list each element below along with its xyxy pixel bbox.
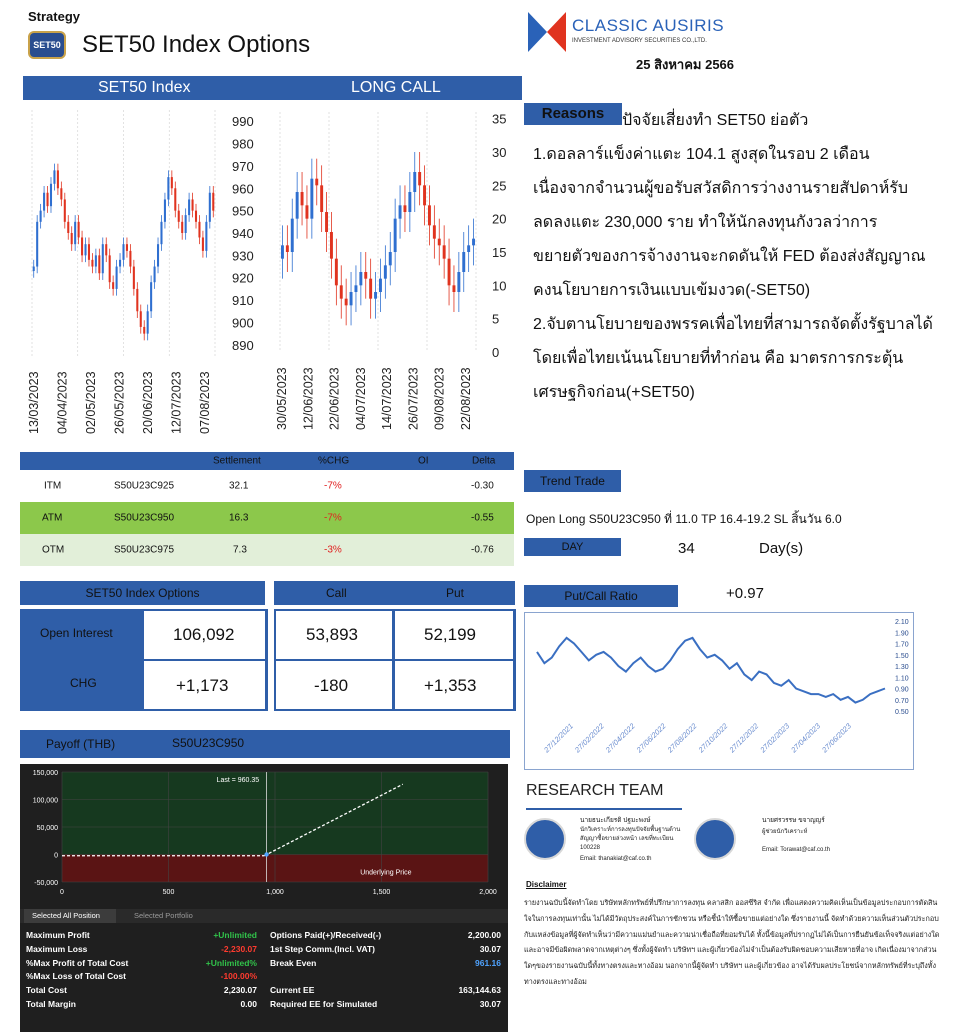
x-tick-label: 14/07/2023	[380, 367, 395, 430]
analyst-2-role: ผู้ช่วยนักวิเคราะห์	[762, 829, 808, 835]
disclaimer-text: รายงานฉบับนี้จัดทำโดย บริษัทหลักทรัพย์ที่ปรึกษาการลงทุน คลาสสิก ออสซีริส จำกัด เพื่อแสดงความคิดเห็นเป็นข้อมูลประกอบการตัดสินใจในการลงทุนเท่านั้น ไม่ได้มีวัตถุประสงค์ในการชักชวน หรือชี้นำให้ซื้อขายแต่อย่างใด ซึ่งรายงานนี้ จัดทำด้วยความเห็นส่วนตัวประกอบกับแหล่งข้อมูลที่ผู้จัดทำเห็นว่ามีความแม่นยำและความน่าเชื่อถือที่ยอมรับได้ ทั้งนี้ข้อมูลที่ปรากฏไม่ได้เป็นการยืนยันข้อเท็จจริงแต่อย่างใดและอาจมีข้อผิดพลาดจากเหตุต่างๆ ซึ่งทั้งผู้จัดทำ บริษัทฯ และผู้เกี่ยวข้องไม่จำเป็นต้องรับผิดชอบความเสียหายที่อาจ เกิดเนื่องมาจากส่วนใดๆของรายงานฉบับนี้ทั้งทางตรงและทางอ้อม นอกจากนี้ผู้จัดทำ บริษัทฯ และผู้เกี่ยวข้อง อาจได้รับผลประโยชน์จากหลักทรัพย์ที่ระบุถึงทั้งทางตรงและทางอ้อม	[524, 898, 940, 986]
candle-body	[345, 299, 348, 306]
set50-candle-chart	[20, 104, 270, 449]
candle-body	[340, 285, 343, 298]
candle-body	[403, 205, 406, 212]
candle-body	[95, 255, 97, 266]
tab-selected-all-label: Selected All Position	[32, 911, 100, 920]
analyst-1-role: นักวิเคราะห์การลงทุนปัจจัยพื้นฐานด้าน	[580, 827, 681, 833]
analyst-2-avatar	[694, 818, 736, 860]
candle-body	[164, 199, 166, 221]
long-call-candle-chart	[270, 104, 522, 449]
candle-body	[472, 239, 475, 246]
candle-body	[374, 292, 377, 299]
candle-body	[167, 177, 169, 199]
x-tick-label: 02/05/2023	[84, 371, 98, 434]
payoff-stat-label: Maximum Loss	[26, 943, 88, 954]
candle-body	[335, 259, 338, 286]
candle-body	[389, 252, 392, 265]
research-divider	[526, 808, 682, 810]
payoff-stat-value: 30.07	[479, 943, 501, 954]
table-row[interactable]	[20, 470, 514, 502]
settlement-value: 32.1	[229, 480, 249, 492]
tab-selected-portfolio[interactable]: Selected Portfolio	[134, 911, 193, 920]
y-tick-label: 980	[232, 136, 254, 152]
strategy-label: Strategy	[28, 9, 81, 24]
long-call-chart-title: LONG CALL	[351, 79, 441, 96]
payoff-stat-value: 0.00	[240, 999, 257, 1009]
candle-body	[119, 260, 121, 267]
pcr-x-tick: 27/12/2021	[542, 721, 575, 755]
candle-body	[209, 193, 211, 222]
candle-body	[296, 192, 299, 219]
y-tick-label: 30	[492, 145, 507, 160]
candle-body	[154, 267, 156, 283]
col-oi: OI	[418, 455, 429, 467]
trend-trade-tag: Trend Trade	[524, 470, 621, 492]
y-tick-label: 990	[232, 114, 254, 130]
candle-body	[310, 179, 313, 219]
candle-body	[147, 311, 149, 333]
candle-body	[192, 199, 194, 210]
candle-body	[350, 292, 353, 305]
candle-body	[50, 184, 52, 206]
oi-title: SET50 Index Options	[20, 581, 265, 605]
payoff-stat-label: Break Even	[270, 957, 317, 968]
payoff-tag	[20, 730, 510, 758]
payoff-x-tick: 2,000	[479, 889, 497, 896]
payoff-stat-label: Total Margin	[26, 999, 76, 1009]
candle-body	[467, 245, 470, 252]
y-tick-label: 910	[232, 293, 254, 309]
candle-body	[195, 211, 197, 222]
candle-body	[160, 222, 162, 244]
pcr-series-line	[537, 638, 885, 703]
candle-body	[384, 265, 387, 278]
candle-body	[202, 237, 204, 250]
call-label: Call	[326, 586, 347, 600]
payoff-y-tick: -50,000	[34, 880, 58, 887]
payoff-stat-value: -100.00%	[220, 971, 257, 982]
candle-body	[140, 311, 142, 327]
candle-body	[423, 185, 426, 205]
call-put-header	[274, 581, 515, 605]
col-delta: Delta	[472, 455, 496, 467]
candle-body	[91, 260, 93, 267]
y-tick-label: 900	[232, 315, 254, 331]
oi-total: 106,092	[173, 625, 235, 644]
pcr-y-tick: 1.10	[895, 675, 909, 683]
pcr-y-tick: 1.70	[895, 641, 909, 649]
table-row[interactable]	[20, 502, 514, 534]
candle-body	[60, 188, 62, 199]
payoff-series: S50U23C950	[172, 736, 245, 750]
payoff-x-tick: 1,500	[372, 889, 391, 896]
payoff-stat-label: Current EE	[270, 985, 315, 996]
settlement-value: 16.3	[229, 512, 249, 524]
y-tick-label: 890	[232, 337, 254, 353]
payoff-stat-value: 961.16	[475, 957, 501, 968]
pcr-value: +0.97	[726, 585, 764, 602]
payoff-y-tick: 50,000	[36, 825, 58, 832]
moneyness: OTM	[42, 544, 65, 556]
y-tick-label: 0	[492, 345, 500, 360]
candle-body	[157, 244, 159, 266]
x-tick-label: 07/08/2023	[198, 371, 212, 434]
y-tick-label: 10	[492, 278, 507, 294]
reason-line: เนื่องจากจำนวนผู้ขอรับสวัสดิการว่างงานรายสัปดาห์รับ	[533, 180, 908, 197]
col-settlement: Settlement	[213, 455, 261, 467]
candle-body	[433, 225, 436, 238]
reason-line: คงนโยบายการเงินแบบเข้มงวด(-SET50)	[533, 282, 811, 299]
series-code: S50U23C975	[114, 544, 175, 556]
y-tick-label: 25	[492, 178, 507, 194]
pcr-x-tick: 27/08/2022	[665, 721, 699, 755]
col-chg: %CHG	[318, 455, 350, 467]
x-tick-label: 26/05/2023	[112, 371, 127, 434]
candle-body	[98, 255, 100, 273]
day-tag: DAY	[524, 538, 621, 556]
series-code: S50U23C950	[114, 512, 175, 524]
candle-body	[452, 285, 455, 292]
candle-body	[408, 192, 411, 212]
candle-body	[354, 285, 357, 292]
chg-call: -180	[314, 676, 349, 695]
break-even-dot	[264, 852, 268, 856]
payoff-y-tick: 150,000	[32, 770, 58, 777]
page-title: SET50 Index Options	[82, 31, 311, 58]
series-code: S50U23C925	[114, 480, 175, 492]
y-tick-label: 920	[232, 270, 254, 286]
x-tick-label: 22/08/2023	[459, 367, 473, 430]
candle-body	[105, 244, 107, 255]
candle-body	[178, 211, 180, 222]
reason-line: โดยเพื่อไทยเน้นนโยบายที่ทำก่อน คือ มาตรการกระตุ้น	[533, 350, 904, 367]
put-label: Put	[446, 586, 465, 600]
x-tick-label: 04/07/2023	[353, 367, 368, 430]
analyst-2-email: Email: Torawat@caf.co.th	[762, 847, 831, 853]
pcr-y-tick: 1.50	[895, 652, 909, 660]
moneyness: ATM	[42, 512, 63, 524]
candle-body	[438, 239, 441, 246]
candle-body	[47, 193, 49, 206]
research-team-title: RESEARCH TEAM	[526, 782, 664, 799]
candle-body	[174, 188, 176, 210]
candle-body	[443, 245, 446, 258]
candle-body	[78, 222, 80, 238]
candle-body	[399, 205, 402, 218]
y-tick-label: 15	[492, 245, 507, 260]
reason-line: เศรษฐกิจก่อน(+SET50)	[533, 384, 695, 401]
candle-body	[205, 222, 207, 251]
y-tick-label: 970	[232, 158, 254, 174]
candle-body	[71, 233, 73, 244]
delta-value: -0.55	[471, 512, 494, 524]
payoff-stat-label: Options Paid(+)/Received(-)	[270, 930, 382, 940]
candle-body	[428, 205, 431, 225]
pcr-x-tick: 27/06/2022	[634, 721, 668, 755]
x-tick-label: 20/06/2023	[141, 371, 155, 434]
pcr-y-tick: 0.70	[895, 697, 909, 705]
options-table-header	[20, 452, 514, 470]
payoff-x-tick: 0	[60, 889, 64, 896]
pcr-x-tick: 27/10/2022	[696, 721, 730, 755]
payoff-label: Payoff (THB)	[46, 737, 116, 751]
candle-body	[171, 177, 173, 188]
candle-body	[305, 205, 308, 218]
candle-body	[133, 267, 135, 289]
candle-body	[126, 244, 128, 251]
y-tick-label: 960	[232, 181, 254, 197]
candle-body	[122, 244, 124, 260]
candle-body	[57, 170, 59, 188]
candle-body	[320, 185, 323, 212]
classic-ausiris-logo	[528, 12, 566, 52]
candle-body	[188, 199, 190, 215]
candle-body	[88, 244, 90, 260]
candle-body	[74, 222, 76, 244]
pcr-y-tick: 2.10	[895, 619, 909, 626]
analyst-1-role: สัญญาซื้อขายล่วงหน้า เลขที่ทะเบียน	[580, 836, 674, 842]
analyst-1-name: นายธนะเกียรติ ปฐมะพงษ์	[580, 817, 651, 824]
candle-body	[43, 193, 45, 211]
payoff-stat-value: 30.07	[479, 999, 501, 1009]
company-subtitle: INVESTMENT ADVISORY SECURITIES CO.,LTD.	[572, 38, 707, 44]
candle-body	[136, 289, 138, 311]
y-tick-label: 930	[232, 248, 254, 264]
y-tick-label: 20	[492, 211, 507, 227]
x-tick-label: 12/06/2023	[301, 367, 316, 430]
y-tick-label: 5	[492, 311, 500, 327]
x-tick-label: 09/08/2023	[432, 367, 447, 430]
payoff-stat-label: Total Cost	[26, 985, 67, 996]
pcr-x-tick: 27/02/2023	[758, 721, 792, 755]
candle-body	[109, 255, 111, 282]
pcr-x-tick: 27/02/2022	[572, 721, 606, 755]
chg-put: +1,353	[424, 676, 477, 695]
days-unit: Day(s)	[759, 540, 804, 557]
payoff-x-tick: 1,000	[266, 889, 284, 896]
oi-put: 52,199	[424, 625, 476, 644]
payoff-stat-value: +Unlimited	[213, 930, 257, 940]
candle-body	[286, 245, 289, 252]
candle-body	[33, 267, 35, 271]
payoff-y-tick: 100,000	[32, 797, 58, 805]
last-price-label: Last = 960.35	[216, 777, 260, 784]
pcr-y-tick: 0.90	[895, 686, 909, 694]
delta-value: -0.76	[471, 544, 494, 556]
candle-body	[281, 245, 284, 258]
pcr-x-tick: 27/04/2023	[789, 721, 823, 755]
pcr-line-chart	[525, 613, 913, 769]
x-tick-label: 12/07/2023	[169, 371, 184, 434]
pcr-y-tick: 0.50	[895, 709, 909, 716]
analyst-1-email: Email: thanakiat@caf.co.th	[580, 856, 652, 862]
candle-body	[457, 272, 460, 292]
candle-body	[198, 222, 200, 238]
x-tick-label: 04/04/2023	[55, 371, 70, 434]
payoff-stat-value: 163,144.63	[458, 985, 501, 996]
candle-body	[413, 172, 416, 192]
payoff-y-tick: 0	[54, 852, 58, 860]
chg-value: -3%	[324, 544, 342, 556]
candle-body	[129, 251, 131, 267]
candle-body	[40, 211, 42, 222]
days-count: 34	[678, 540, 695, 557]
report-date: 25 สิงหาคม 2566	[636, 57, 735, 72]
reason-line: ลดลงแตะ 230,000 ราย ทำให้นักลงทุนกังวลว่าการ	[533, 214, 878, 231]
candle-body	[301, 192, 304, 205]
company-name: CLASSIC AUSIRIS	[572, 16, 725, 35]
payoff-stat-label: %Max Loss of Total Cost	[26, 971, 126, 982]
analyst-1-avatar	[524, 818, 566, 860]
x-tick-label: 13/03/2023	[27, 371, 41, 434]
chg-total: +1,173	[176, 676, 229, 695]
underlying-price-label: Underlying Price	[360, 869, 412, 877]
candle-body	[36, 222, 38, 267]
candle-body	[150, 282, 152, 311]
payoff-stat-value: 2,200.00	[467, 930, 501, 940]
trend-trade-text: Open Long S50U23C950 ที่ 11.0 TP 16.4-19.2 SL สิ้นวัน 6.0	[526, 512, 842, 526]
chg-label: CHG	[70, 676, 97, 690]
x-tick-label: 26/07/2023	[406, 367, 421, 430]
pcr-x-tick: 27/04/2022	[603, 721, 637, 755]
reasons-title: ปัจจัยเสี่ยงทำ SET50 ย่อตัว	[622, 112, 809, 129]
candle-body	[64, 199, 66, 221]
pcr-x-tick: 27/12/2022	[727, 721, 761, 755]
open-interest-label: Open Interest	[40, 626, 113, 640]
candle-body	[448, 259, 451, 286]
options-table	[20, 452, 514, 566]
y-tick-label: 35	[492, 111, 507, 127]
disclaimer-title: Disclaimer	[526, 880, 567, 889]
oi-call: 53,893	[306, 625, 358, 644]
y-tick-label: 950	[232, 203, 254, 219]
candle-body	[116, 267, 118, 289]
chart-header-bar	[23, 76, 522, 100]
pcr-tag: Put/Call Ratio	[524, 585, 678, 607]
set50-chart-title: SET50 Index	[98, 79, 191, 96]
x-tick-label: 22/06/2023	[327, 367, 342, 430]
payoff-stat-value: 2,230.07	[223, 985, 257, 996]
candle-body	[379, 279, 382, 292]
pcr-x-tick: 27/06/2023	[820, 721, 853, 755]
candle-body	[67, 222, 69, 233]
candle-body	[364, 272, 367, 279]
candle-body	[325, 212, 328, 232]
x-tick-label: 30/05/2023	[275, 367, 289, 430]
candle-body	[315, 179, 318, 186]
candle-body	[462, 252, 465, 272]
payoff-stat-label: Maximum Profit	[26, 930, 90, 940]
payoff-x-tick: 500	[162, 889, 175, 896]
candle-body	[84, 244, 86, 255]
candle-body	[181, 222, 183, 233]
candle-body	[185, 215, 187, 233]
table-row[interactable]	[20, 534, 514, 566]
pcr-y-tick: 1.30	[895, 664, 909, 671]
pcr-y-tick: 1.90	[895, 630, 909, 638]
reason-line: 2.จับตานโยบายของพรรคเพื่อไทยที่สามารถจัดตั้งรัฐบาลได้	[533, 316, 933, 333]
set50-logo: SET50	[28, 31, 66, 59]
candle-body	[369, 279, 372, 299]
candle-body	[212, 193, 214, 211]
reasons-tag: Reasons	[524, 103, 622, 125]
candle-body	[394, 219, 397, 252]
candle-body	[291, 219, 294, 252]
payoff-stat-label: Required EE for Simulated	[270, 999, 378, 1009]
delta-value: -0.30	[471, 480, 494, 492]
reason-line: 1.ดอลลาร์แข็งค่าแตะ 104.1 สูงสุดในรอบ 2 เดือน	[533, 146, 870, 163]
payoff-stat-value: +Unlimited%	[205, 957, 257, 968]
y-tick-label: 940	[232, 226, 254, 241]
candle-body	[143, 327, 145, 334]
candle-body	[112, 282, 114, 289]
chg-value: -7%	[324, 512, 342, 524]
chg-value: -7%	[324, 480, 342, 492]
analyst-2-name: นายศรวรรษ ขจาญญร์	[762, 817, 825, 824]
candle-body	[53, 170, 55, 183]
payoff-chart	[20, 764, 508, 908]
reason-line: ขยายตัวของการจ้างงานจะกดดันให้ FED ต้องส่งสัญญาณ	[533, 248, 926, 265]
moneyness: ITM	[44, 480, 62, 492]
candle-body	[418, 172, 421, 185]
payoff-stat-value: -2,230.07	[221, 943, 257, 954]
analyst-1-license: 100228	[580, 845, 601, 851]
payoff-stat-label: 1st Step Comm.(Incl. VAT)	[270, 943, 376, 954]
settlement-value: 7.3	[233, 544, 247, 556]
candle-body	[359, 272, 362, 285]
candle-body	[330, 232, 333, 259]
candle-body	[81, 237, 83, 255]
payoff-stat-label: %Max Profit of Total Cost	[26, 957, 129, 968]
candle-body	[102, 244, 104, 273]
